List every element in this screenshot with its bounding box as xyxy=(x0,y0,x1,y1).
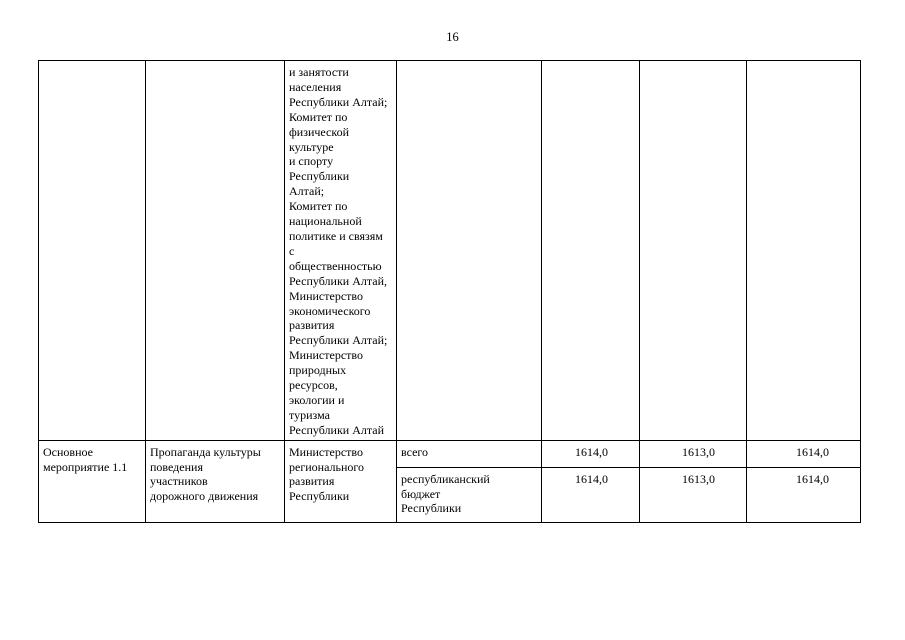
cell-line: Республики Алтай; xyxy=(289,333,388,348)
cell-line: с xyxy=(289,243,295,258)
cell-line: Республики xyxy=(289,489,350,504)
empty-cell xyxy=(146,61,285,441)
responsible-executors-cell xyxy=(285,61,397,441)
cell-line: Республики xyxy=(401,501,462,516)
cell-line: политике и связям xyxy=(289,228,383,243)
cell-line: развития xyxy=(289,318,335,333)
funding-value-cell: 1613,0 xyxy=(640,467,747,522)
empty-cell xyxy=(640,61,747,441)
cell-line: Республики Алтай, xyxy=(289,273,387,288)
funding-value-cell: 1614,0 xyxy=(542,440,640,467)
page-number: 16 xyxy=(446,30,459,44)
cell-line: республиканский xyxy=(401,471,490,486)
cell-line: населения xyxy=(289,79,342,94)
cell-line: Алтай; xyxy=(289,184,325,199)
cell-line: Пропаганда культуры xyxy=(150,444,261,459)
cell-line: Республики xyxy=(289,169,350,184)
cell-line: национальной xyxy=(289,214,362,229)
cell-line: Комитет по xyxy=(289,109,348,124)
cell-line: участников xyxy=(150,474,208,489)
cell-line: дорожного движения xyxy=(150,489,259,504)
empty-cell xyxy=(397,61,542,441)
cell-line: Республики Алтай; xyxy=(289,94,388,109)
cell-line: Министерство xyxy=(289,348,363,363)
cell-line: всего xyxy=(401,444,429,459)
program-table xyxy=(38,60,861,523)
cell-line: экологии и xyxy=(289,392,345,407)
cell-line: регионального xyxy=(289,459,365,474)
measure-row-total xyxy=(39,440,861,467)
cell-line: природных xyxy=(289,363,347,378)
cell-line: бюджет xyxy=(401,486,441,501)
cell-line: экономического xyxy=(289,303,371,318)
funding-source-cell xyxy=(397,440,542,467)
funding-value-cell: 1613,0 xyxy=(640,440,747,467)
event-description-cell xyxy=(146,440,285,522)
cell-line: Министерство xyxy=(289,288,363,303)
cell-line: развития xyxy=(289,474,335,489)
cell-line: общественностью xyxy=(289,258,382,273)
cell-line: Министерство xyxy=(289,444,363,459)
event-number-cell xyxy=(39,440,146,522)
empty-cell xyxy=(39,61,146,441)
cell-line: поведения xyxy=(150,459,203,474)
cell-line: Основное xyxy=(43,444,93,459)
cell-line: физической xyxy=(289,124,349,139)
cell-line: мероприятие 1.1 xyxy=(43,459,128,474)
cell-line: ресурсов, xyxy=(289,378,338,393)
executor-cell xyxy=(285,440,397,522)
funding-value-cell: 1614,0 xyxy=(542,467,640,522)
cell-line: и занятости xyxy=(289,65,349,79)
continuation-row xyxy=(39,61,861,441)
funding-source-cell xyxy=(397,467,542,522)
cell-line: Республики Алтай xyxy=(289,422,384,437)
funding-value-cell: 1614,0 xyxy=(747,440,861,467)
funding-value-cell: 1614,0 xyxy=(747,467,861,522)
empty-cell xyxy=(747,61,861,441)
cell-line: Комитет по xyxy=(289,199,348,214)
cell-line: и спорту xyxy=(289,154,334,169)
empty-cell xyxy=(542,61,640,441)
cell-line: культуре xyxy=(289,139,334,154)
cell-line: туризма xyxy=(289,407,330,422)
